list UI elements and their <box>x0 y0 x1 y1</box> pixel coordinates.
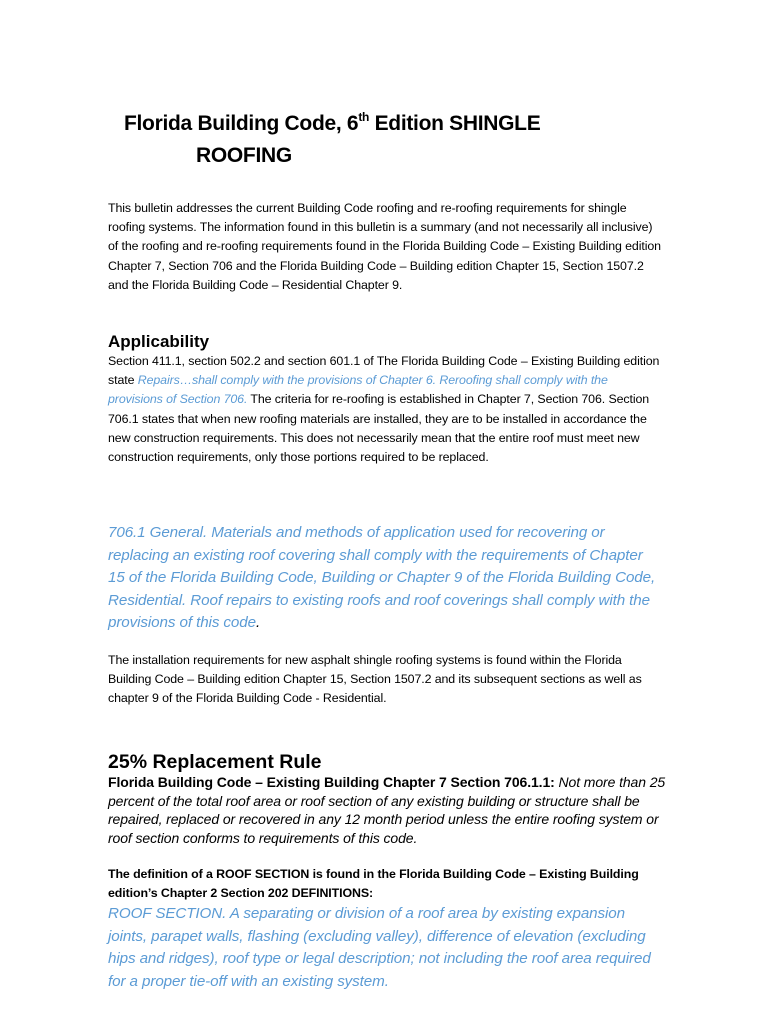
applicability-quote: Repairs…shall comply with the provisions of Chapter 6. Reroofing shall comply with the provisions of Section 706. <box>108 373 608 407</box>
page-title <box>124 108 684 172</box>
title-line2: ROOFING <box>196 144 292 167</box>
applicability-text-pre: Section 411.1, section 502.2 and section 601.1 of The Florida Building Code – Existing Building edition state <box>108 354 660 388</box>
applicability-heading: Applicability <box>108 332 210 351</box>
applicability-paragraph <box>108 352 663 467</box>
general-quote-end: . <box>255 614 261 632</box>
general-quote-text: 706.1 General. Materials and methods of application used for recovering or replacing an existing roof covering shall comply with the requirements of Chapter 15 of the Florida Building Code, Building or Chapter 9 of the Florida Building Code, Residential. Roof repairs to existing roofs and roof coverings shall comply with the provisions of this code <box>108 524 656 632</box>
replacement-rule-text: Not more than 25 percent of the total roof area or roof section of any existing building or structure shall be repaired, replaced or recovered in any 12 month period unless the entire roofing system or roof section conforms to requirements of this code. <box>108 774 666 846</box>
definition-quote: ROOF SECTION. A separating or division of a roof area by existing expansion joints, parapet walls, flashing (excluding valley), difference of elevation (excluding hips and ridges), roof type or legal description; not including the roof area required for a proper tie-off with an existing system. <box>108 905 651 990</box>
title-line1-pre: Florida Building Code, 6 <box>124 112 359 135</box>
definition-intro-text: The definition of a ROOF SECTION is found in the Florida Building Code – Existing Building edition’s Chapter 2 Section 202 DEFINITIONS: <box>108 867 639 901</box>
replacement-heading: 25% Replacement Rule <box>108 751 322 773</box>
applicability-text-post: The criteria for re-roofing is established in Chapter 7, Section 706. Section 706.1 states that when new roofing materials are installed, they are to be installed in accordance the new construction requirements. This does not necessarily mean that the entire roof must meet new construction requirements, only those portions required to be replaced. <box>108 392 650 465</box>
definition-intro <box>108 865 663 903</box>
installation-paragraph: The installation requirements for new asphalt shingle roofing systems is found within the Florida Building Code – Building edition Chapter 15, Section 1507.2 and its subsequent sections as well as chapter 9 of the Florida Building Code - Residential. <box>108 653 642 706</box>
replacement-rule-citation: Florida Building Code – Existing Building Chapter 7 Section 706.1.1: <box>108 774 555 790</box>
title-superscript: th <box>358 110 370 124</box>
replacement-rule <box>108 773 668 847</box>
general-quote <box>108 522 663 635</box>
title-line1-post: Edition SHINGLE <box>369 112 541 135</box>
intro-paragraph: This bulletin addresses the current Building Code roofing and re-roofing requirements for shingle roofing systems. The information found in this bulletin is a summary (and not necessarily all inclusive) of the roofing and re-roofing requirements found in the Florida Building Code – Existing Building edition Chapter 7, Section 706 and the Florida Building Code – Building edition Chapter 15, Section 1507.2 and the Florida Building Code – Residential Chapter 9. <box>108 201 661 292</box>
